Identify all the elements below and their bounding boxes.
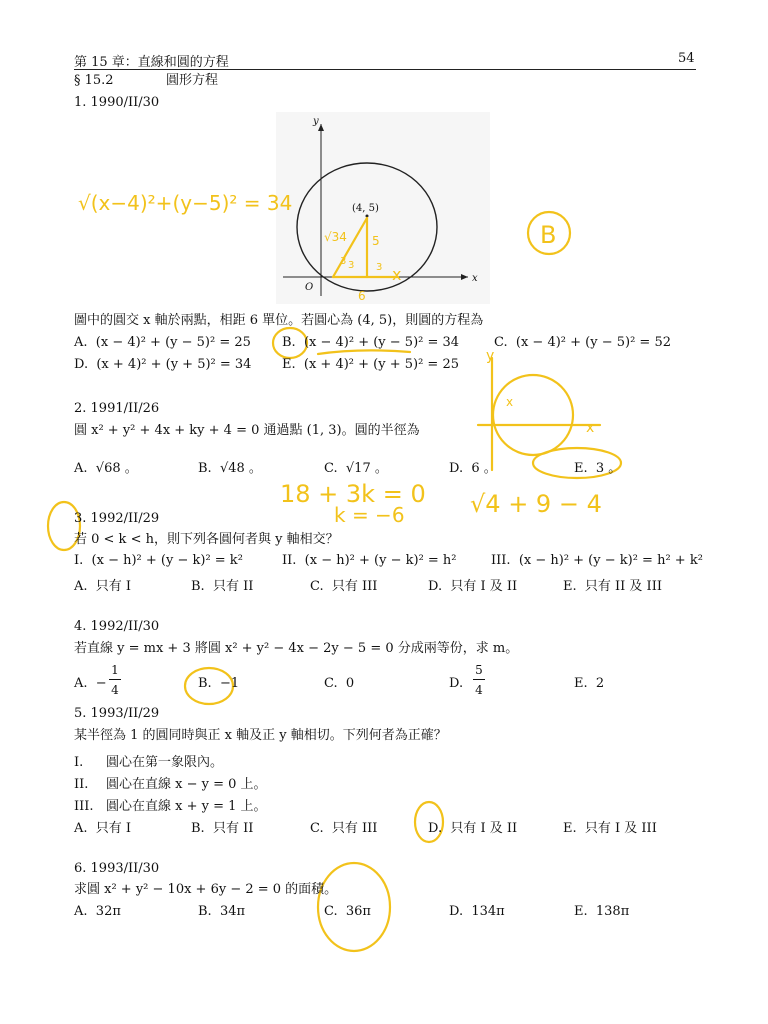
ink-six: 6: [358, 289, 366, 303]
q6-option-a: A. 32π: [74, 904, 121, 919]
q3-statement-2: II. (x − h)² + (y − k)² = h²: [282, 553, 457, 568]
q5-statement-1: I. 圓心在第一象限內。: [74, 755, 224, 770]
q4-id: 4. 1992/II/30: [74, 619, 160, 634]
ink-q1-underline: [318, 350, 410, 354]
ink-answer-letter: B: [540, 221, 557, 249]
q4-a-fraction-bar: [109, 679, 121, 680]
q5-option-c: C. 只有 III: [310, 821, 378, 836]
q6-option-d: D. 134π: [449, 904, 505, 919]
q1-option-e: E. (x + 4)² + (y + 5)² = 25: [282, 357, 459, 372]
ink-cross: x: [392, 265, 402, 284]
q2-stem: 圓 x² + y² + 4x + ky + 4 = 0 通過點 (1, 3)。圓的半徑為: [74, 423, 420, 438]
ink-three-c: 3: [376, 262, 383, 273]
x-axis-label: x: [472, 273, 478, 284]
q2-id: 2. 1991/II/26: [74, 401, 160, 416]
ink-q2-working-3: √4 + 9 − 4: [470, 490, 602, 518]
q1-option-b: B. (x − 4)² + (y − 5)² = 34: [282, 335, 460, 350]
origin-label: O: [305, 282, 314, 293]
ink-q2-circle: [493, 375, 573, 455]
chapter-header: 第 15 章：直線和圓的方程: [74, 55, 229, 70]
q6-id: 6. 1993/II/30: [74, 861, 160, 876]
q1-stem: 圖中的圓交 x 軸於兩點，相距 6 單位。若圓心為 (4, 5)，則圓的方程為: [74, 313, 484, 328]
q1-id: 1. 1990/II/30: [74, 95, 160, 110]
q4-d-fraction-bar: [473, 679, 485, 680]
q2-option-b: B. √48 。: [198, 461, 262, 476]
q6-option-c: C. 36π: [324, 904, 371, 919]
q4-option-c: C. 0: [324, 676, 355, 691]
q2-option-e: E. 3 。: [574, 461, 622, 476]
q1-option-a: A. (x − 4)² + (y − 5)² = 25: [74, 335, 251, 350]
ink-q2-x-label: x: [586, 420, 595, 436]
q3-option-a: A. 只有 I: [74, 579, 132, 594]
q5-option-b: B. 只有 II: [191, 821, 254, 836]
q3-option-b: B. 只有 II: [191, 579, 254, 594]
q4-option-d: D.: [449, 676, 464, 691]
q4-option-b: B. −1: [198, 676, 240, 691]
q5-option-e: E. 只有 I 及 III: [563, 821, 657, 836]
q6-option-b: B. 34π: [198, 904, 246, 919]
y-axis-label: y: [313, 116, 319, 127]
q3-option-d: D. 只有 I 及 II: [428, 579, 518, 594]
q4-stem: 若直線 y = mx + 3 將圓 x² + y² − 4x − 2y − 5 = 0 分成兩等份，求 m。: [74, 641, 519, 656]
q5-id: 5. 1993/II/29: [74, 706, 160, 721]
figure-background: [276, 112, 490, 304]
q2-option-d: D. 6 。: [449, 461, 497, 476]
q3-id: 3. 1992/II/29: [74, 511, 160, 526]
q3-option-c: C. 只有 III: [310, 579, 378, 594]
q4-d-numerator: 5: [475, 663, 483, 677]
ink-sqrt34: √34: [324, 230, 347, 244]
q5-statement-3: III. 圓心在直線 x + y = 1 上。: [74, 799, 267, 814]
q4-d-denominator: 4: [475, 683, 483, 697]
ink-q1-working: √(x−4)²+(y−5)² = 34: [78, 191, 293, 215]
q1-option-c: C. (x − 4)² + (y − 5)² = 52: [494, 335, 671, 350]
ink-q2-working-2: k = −6: [334, 503, 405, 527]
ink-q2-y-label: y: [486, 348, 495, 364]
q5-option-d: D. 只有 I 及 II: [428, 821, 518, 836]
ink-five: 5: [372, 234, 380, 248]
q6-option-e: E. 138π: [574, 904, 630, 919]
page-number: 54: [678, 51, 695, 66]
section-number: § 15.2: [74, 73, 114, 88]
q4-option-e: E. 2: [574, 676, 605, 691]
section-title: 圓形方程: [166, 73, 219, 88]
ink-three-b: 3: [340, 256, 347, 267]
q3-stem: 若 0 < k < h，則下列各圓何者與 y 軸相交？: [74, 532, 339, 547]
q4-option-a: A. −: [74, 676, 107, 691]
q1-option-d: D. (x + 4)² + (y + 5)² = 34: [74, 357, 252, 372]
q5-option-a: A. 只有 I: [74, 821, 132, 836]
q5-statement-2: II. 圓心在直線 x − y = 0 上。: [74, 777, 267, 792]
q6-stem: 求圓 x² + y² − 10x + 6y − 2 = 0 的面積。: [74, 882, 338, 897]
ink-q2-working-1: 18 + 3k = 0: [280, 480, 426, 508]
q3-statement-1: I. (x − h)² + (y − k)² = k²: [74, 553, 243, 568]
q2-option-c: C. √17 。: [324, 461, 388, 476]
q2-option-a: A. √68 。: [74, 461, 138, 476]
center-label: (4, 5): [352, 203, 379, 214]
ink-three-a: 3: [348, 260, 355, 271]
q3-option-e: E. 只有 II 及 III: [563, 579, 662, 594]
q5-stem: 某半徑為 1 的圓同時與正 x 軸及正 y 軸相切。下列何者為正確？: [74, 728, 447, 743]
q4-a-denominator: 4: [111, 683, 119, 697]
q4-a-numerator: 1: [111, 663, 119, 677]
q3-statement-3: III. (x − h)² + (y − k)² = h² + k²: [491, 553, 703, 568]
ink-q2-center-mark: x: [506, 395, 514, 409]
